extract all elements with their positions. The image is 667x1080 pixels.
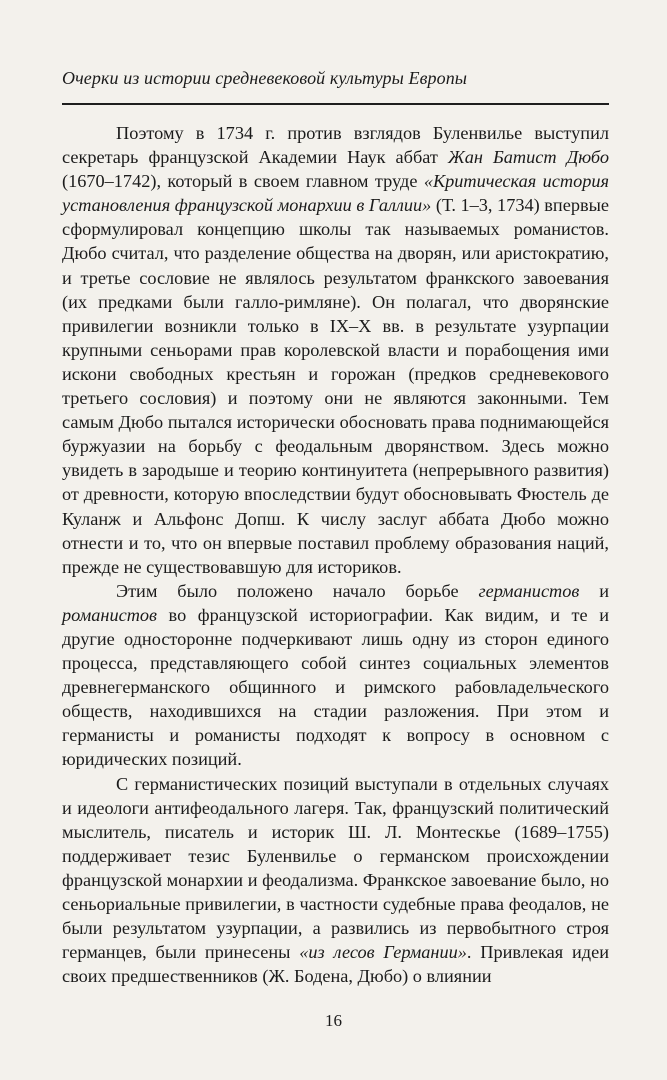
text-segment: Поэтому в 1734 г. против взглядов Буленвилье выступил секретарь французской Академии Наук аббат bbox=[62, 123, 609, 168]
page-number: 16 bbox=[325, 1011, 342, 1030]
paragraph-2 bbox=[62, 579, 609, 772]
italic-segment: романистов bbox=[62, 604, 157, 625]
text-segment: С германистических позиций выступали в отдельных случаях и идеологи антифеодального лагеря. Так, французский политический мыслитель, писатель и историк Ш. Л. Монтескье (1689–1755) поддерживает тезис Буленвилье о германском происхождении французской монархии и феодализма. Франкское завоевание было, но сеньориальные привилегии, в частности судебные права феодалов, не были результатом узурпации, а развились из первобытного строя германцев, были принесены bbox=[62, 773, 609, 963]
italic-segment: «Критическая история установления французской монархии в Галлии» bbox=[62, 171, 609, 216]
text-segment: Этим было положено начало борьбе bbox=[116, 580, 479, 601]
text-segment: (1670–1742), который в своем главном труде bbox=[62, 171, 424, 192]
italic-segment: Жан Батист Дюбо bbox=[447, 147, 609, 168]
running-header: Очерки из истории средневековой культуры Европы bbox=[62, 68, 468, 88]
text-segment: во французской историографии. Как видим, и те и другие односторонне подчеркивают лишь одну из сторон единого процесса, представляющего собой синтез социальных элементов древнегерманского общинного и римского рабовладельческого обществ, находившихся на стадии разложения. При этом и германисты и романисты подходят к вопросу в основном с юридических позиций. bbox=[62, 604, 609, 770]
text-segment: (Т. 1–3, 1734) впервые сформулировал концепцию школы так называемых романистов. Дюбо считал, что разделение общества на дворян, или аристократию, и третье сословие не являлось результатом франкского завоевания (их предками были галло-римляне). Он полагал, что дворянские привилегии возникли только в IX–X вв. в результате узурпации крупными сеньорами прав королевской власти и порабощения ими искони свободных крестьян и горожан (предков средневекового третьего сословия) и поэтому они не являются законными. Тем самым Дюбо пытался исторически обосновать права поднимающейся буржуазии на борьбу с феодальным дворянством. Здесь можно увидеть в зародыше и теорию континуитета (непрерывного развития) от древности, которую впоследствии будут обосновывать Фюстель де Куланж и Альфонс Допш. К числу заслуг аббата Дюбо можно отнести и то, что он впервые поставил проблему образования наций, прежде не существовавшую для историков. bbox=[62, 195, 609, 577]
header-rule bbox=[62, 103, 609, 105]
body-text bbox=[62, 121, 609, 988]
paragraph-3 bbox=[62, 772, 609, 989]
text-segment: . Привлекая идеи своих предшественников (Ж. Бодена, Дюбо) о влиянии bbox=[62, 942, 609, 987]
italic-segment: германистов bbox=[478, 580, 580, 601]
text-segment: и bbox=[579, 580, 609, 601]
paragraph-1 bbox=[62, 121, 609, 579]
italic-segment: «из лесов Германии» bbox=[299, 942, 467, 963]
